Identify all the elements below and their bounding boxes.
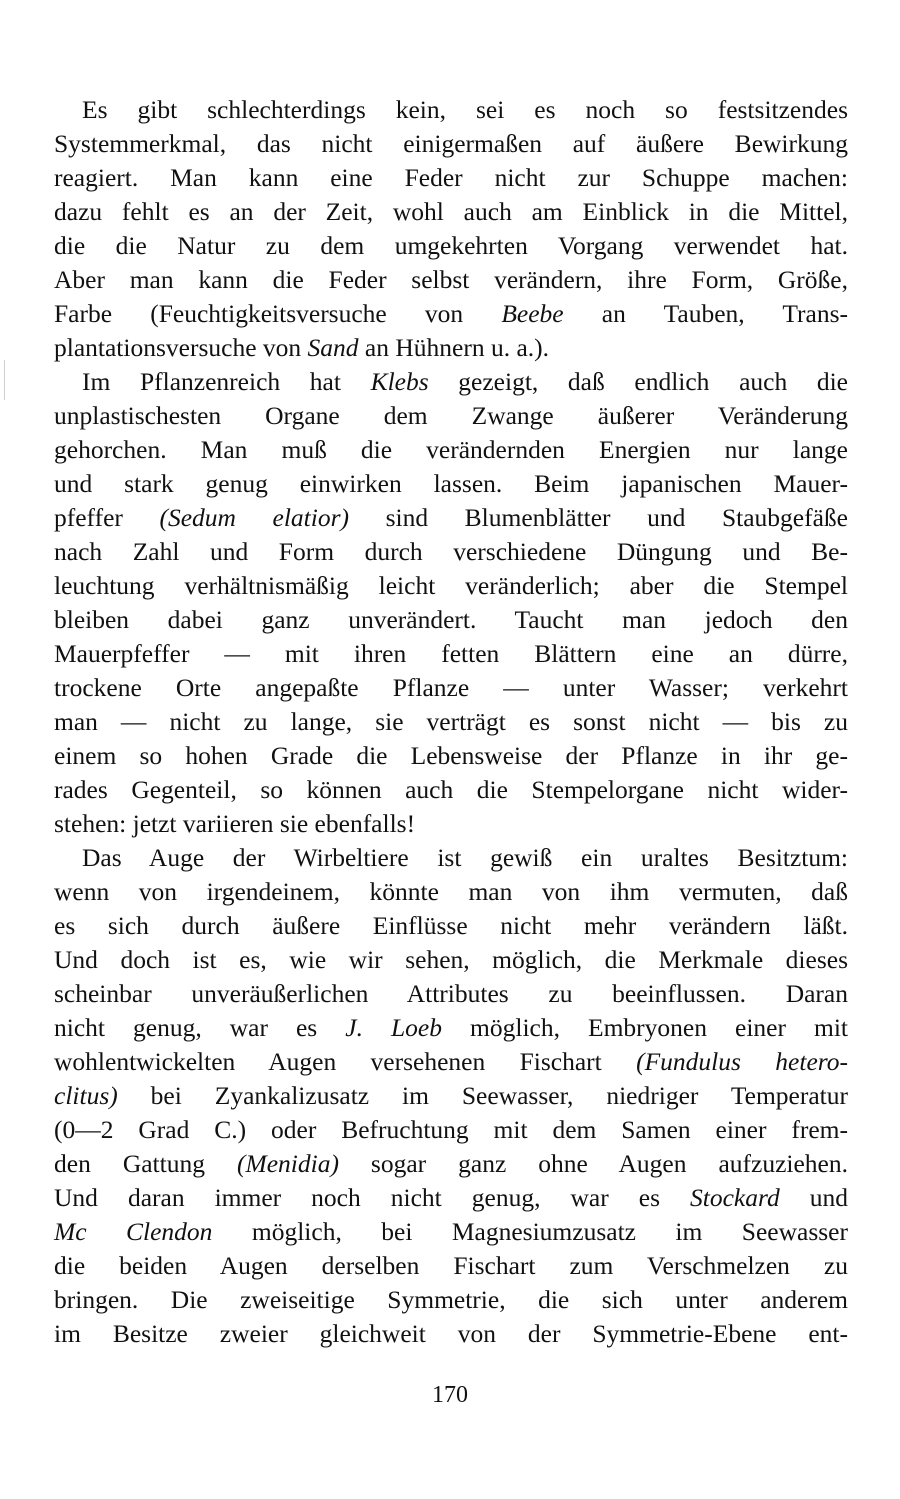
text-line: Und daran immer noch nicht genug, war es Stockard und [54,1183,849,1212]
text-line: Und doch ist es, wie wir sehen, möglich, die Merkmale dieses [54,945,848,974]
text-line: Mc Clendon möglich, bei Magnesiumzusatz im Seewasser [54,1217,848,1246]
italic-term: Mc Clendon [54,1217,213,1246]
text-line: leuchtung verhältnismäßig leicht veränderlich; aber die Stempel [54,571,848,600]
text-line: Mauerpfeffer — mit ihren fetten Blättern eine an dürre, [54,639,848,668]
scan-edge-mark [4,360,5,400]
text-line: Aber man kann die Feder selbst verändern, ihre Form, Größe, [54,265,848,294]
text-line: und stark genug einwirken lassen. Beim japanischen Mauer- [54,469,848,498]
text-line: wohlentwickelten Augen versehenen Fischart (Fundulus hetero- [54,1047,848,1076]
text-line: unplastischesten Organe dem Zwange äußerer Veränderung [54,401,848,430]
text-line: stehen: jetzt variieren sie ebenfalls! [54,809,416,838]
text-line: Das Auge der Wirbeltiere ist gewiß ein uraltes Besitztum: [82,843,848,872]
text-line: den Gattung (Menidia) sogar ganz ohne Augen aufzuziehen. [54,1149,848,1178]
text-line: trockene Orte angepaßte Pflanze — unter Wasser; verkehrt [54,673,848,702]
text-line: die beiden Augen derselben Fischart zum Verschmelzen zu [54,1251,848,1280]
text-line: Im Pflanzenreich hat Klebs gezeigt, daß endlich auch die [82,367,848,396]
text-line: pfeffer (Sedum elatior) sind Blumenblätter und Staubgefäße [54,503,848,532]
body-text [54,93,848,1351]
text-line: reagiert. Man kann eine Feder nicht zur Schuppe machen: [54,163,848,192]
text-line: man — nicht zu lange, sie verträgt es sonst nicht — bis zu [54,707,848,736]
text-line: Systemmerkmal, das nicht einigermaßen auf äußere Bewirkung [54,129,848,158]
text-line: plantationsversuche von Sand an Hühnern u. a.). [54,333,550,362]
page-number: 170 [432,1382,468,1408]
text-line: dazu fehlt es an der Zeit, wohl auch am Einblick in die Mittel, [54,197,848,226]
text-line: die die Natur zu dem umgekehrten Vorgang verwendet hat. [54,231,848,260]
text-line: gehorchen. Man muß die verändernden Energien nur lange [54,435,848,464]
text-line: es sich durch äußere Einflüsse nicht mehr verändern läßt. [54,911,848,940]
text-line: rades Gegenteil, so können auch die Stempelorgane nicht wider- [54,775,848,804]
text-line: bleiben dabei ganz unverändert. Taucht man jedoch den [54,605,848,634]
italic-term: Klebs [370,367,429,396]
text-line: nicht genug, war es J. Loeb möglich, Embryonen einer mit [54,1013,848,1042]
italic-term: (Fundulus hetero- [636,1047,848,1076]
text-line: Farbe (Feuchtigkeitsversuche von Beebe an Tauben, Trans- [54,299,848,328]
text-line: bringen. Die zweiseitige Symmetrie, die sich unter anderem [54,1285,848,1314]
text-line: Es gibt schlechterdings kein, sei es noch so festsitzendes [82,95,848,124]
italic-term: Stockard [690,1183,780,1212]
italic-term: (Menidia) [236,1149,339,1178]
text-line: im Besitze zweier gleichweit von der Symmetrie-Ebene ent- [54,1319,848,1348]
italic-term: J. Loeb [345,1013,442,1042]
italic-term: clitus) [54,1081,118,1110]
italic-term: Sand [307,333,359,362]
text-line: einem so hohen Grade die Lebensweise der Pflanze in ihr ge- [54,741,848,770]
text-line: scheinbar unveräußerlichen Attributes zu beeinflussen. Daran [54,979,848,1008]
italic-term: Beebe [501,299,564,328]
text-line: wenn von irgendeinem, könnte man von ihm vermuten, daß [54,877,848,906]
text-line: clitus) bei Zyankalizusatz im Seewasser, niedriger Temperatur [54,1081,848,1110]
italic-term: (Sedum elatior) [159,503,350,532]
text-line: nach Zahl und Form durch verschiedene Düngung und Be- [54,537,848,566]
text-line: (0—2 Grad C.) oder Befruchtung mit dem Samen einer frem- [54,1115,848,1144]
